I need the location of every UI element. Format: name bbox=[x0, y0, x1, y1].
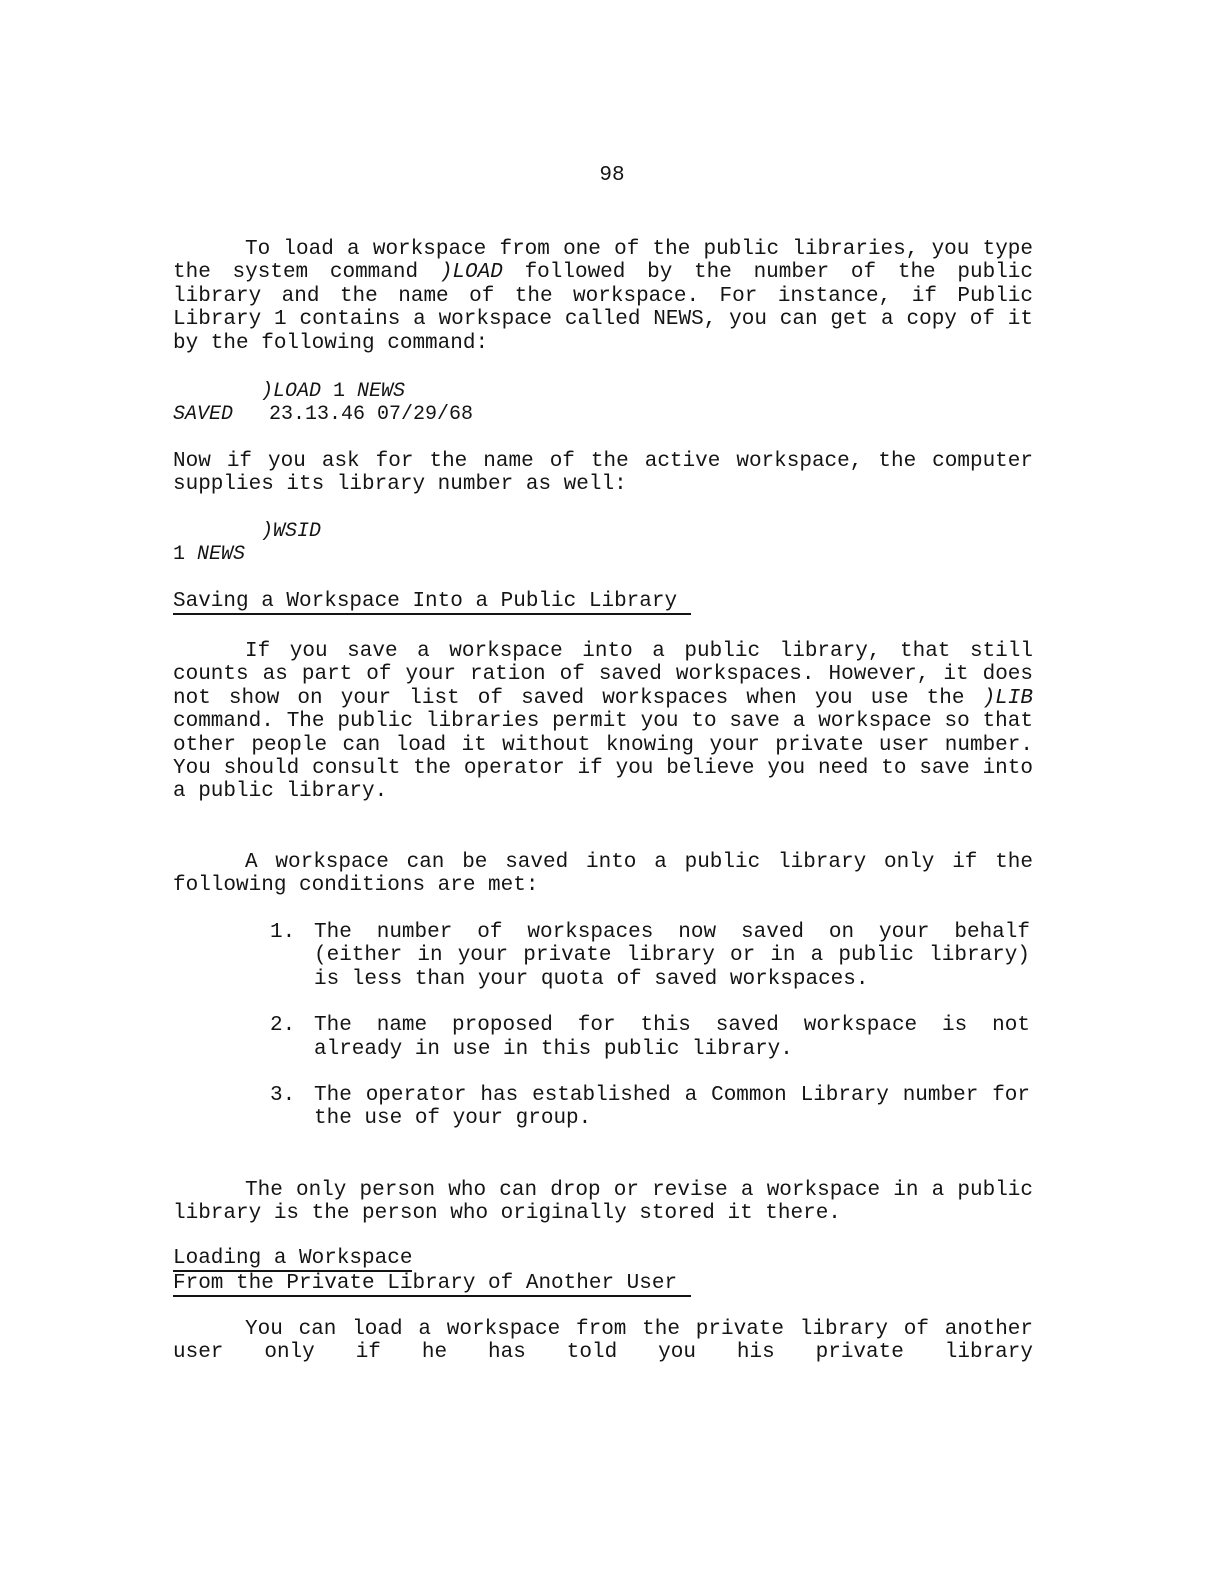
paragraph-text: You can load a workspace from the private library of another user only if he has told you his private library bbox=[173, 1318, 1033, 1365]
code-line bbox=[173, 520, 1033, 543]
paragraph-text: A workspace can be saved into a public library only if the following conditions are met: bbox=[173, 851, 1033, 898]
command-lib: )LIB bbox=[982, 686, 1033, 710]
list-item-number: 1. bbox=[270, 921, 296, 944]
text-span: To load a workspace from one of the public libraries, you type the system command bbox=[173, 238, 1033, 285]
command-wsid: )WSID bbox=[261, 520, 322, 543]
list-item bbox=[270, 1084, 1030, 1131]
library-number: 1 bbox=[173, 543, 198, 566]
command-load: )LOAD bbox=[439, 261, 503, 285]
saved-timestamp: 23.13.46 07/29/68 bbox=[233, 403, 474, 426]
code-output-line bbox=[173, 403, 1033, 426]
section-heading-line bbox=[173, 1272, 691, 1297]
list-item-number: 3. bbox=[270, 1084, 296, 1108]
paragraph-text: The only person who can drop or revise a workspace in a public library is the person who originally stored it there. bbox=[173, 1179, 1033, 1226]
paragraph-conditions-intro bbox=[173, 851, 1033, 898]
text-span: followed by the number of the public library and the name of the workspace. For instance, if Public Library 1 contains a workspace called NEWS, you can get a copy of it by the following command: bbox=[173, 261, 1033, 355]
paragraph-drop-revise bbox=[173, 1179, 1033, 1226]
paragraph-text: Now if you ask for the name of the active workspace, the computer supplies its library number as well: bbox=[173, 450, 1033, 497]
list-item-number: 2. bbox=[270, 1014, 296, 1038]
heading-text: From the Private Library of Another User bbox=[173, 1272, 678, 1295]
workspace-name: NEWS bbox=[357, 380, 406, 403]
workspace-name: NEWS bbox=[197, 543, 246, 566]
page-number: 98 bbox=[599, 164, 625, 187]
text-span: If you save a workspace into a public library, that still counts as part of your ration of saved workspaces. However, it does not show on your list of saved workspaces when you use the bbox=[173, 640, 1033, 710]
paragraph-saving-public bbox=[173, 640, 1033, 804]
code-output-line bbox=[173, 543, 1033, 566]
conditions-list bbox=[270, 921, 1030, 1131]
section-heading-saving bbox=[173, 590, 1033, 615]
paragraph-wsid bbox=[173, 450, 1033, 497]
saved-label: SAVED bbox=[173, 403, 234, 426]
heading-text: Loading a Workspace bbox=[173, 1247, 413, 1270]
list-item bbox=[270, 1014, 1030, 1061]
code-arg: 1 bbox=[321, 380, 358, 403]
text-span: command. The public libraries permit you to save a workspace so that other people can load it without knowing your private user number. You should consult the operator if you believe you need to save into a public library. bbox=[173, 710, 1033, 804]
section-heading-line bbox=[173, 1247, 412, 1272]
paragraph-load-private bbox=[173, 1318, 1033, 1365]
paragraph-load-public bbox=[173, 238, 1033, 355]
paragraph-text bbox=[173, 640, 1033, 804]
paragraph-text bbox=[173, 238, 1033, 355]
list-item bbox=[270, 921, 1030, 991]
list-item-text: The operator has established a Common Library number for the use of your group. bbox=[314, 1084, 1030, 1131]
list-item-text: The name proposed for this saved workspace is not already in use in this public library. bbox=[314, 1014, 1030, 1061]
section-heading-loading bbox=[173, 1247, 1033, 1297]
code-example-wsid bbox=[173, 520, 1033, 566]
section-heading: Saving a Workspace Into a Public Library bbox=[173, 590, 691, 615]
list-item-text: The number of workspaces now saved on your behalf (either in your private library or in a public library) is less than your quota of saved workspaces. bbox=[314, 921, 1030, 991]
code-line bbox=[173, 380, 1033, 403]
code-example-load bbox=[173, 380, 1033, 426]
command-load: )LOAD bbox=[261, 380, 322, 403]
